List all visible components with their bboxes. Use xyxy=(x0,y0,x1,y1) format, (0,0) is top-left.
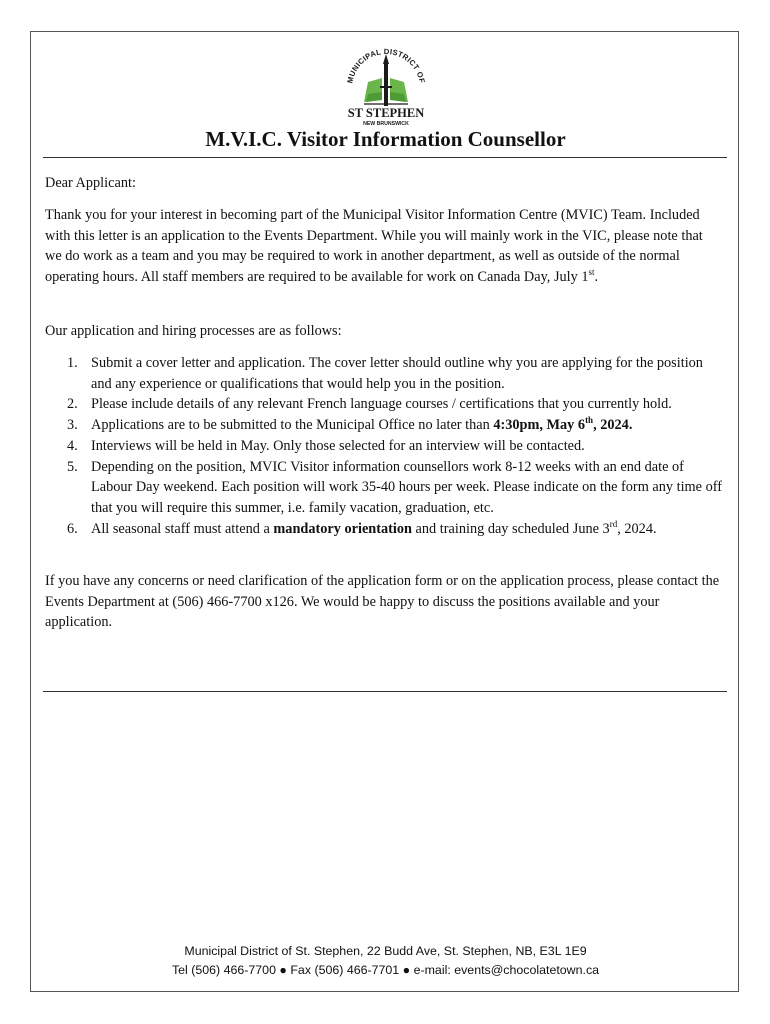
orientation-year: , 2024. xyxy=(617,520,657,537)
process-steps-list xyxy=(45,353,723,539)
intro-paragraph xyxy=(45,205,723,288)
list-item-number: 3. xyxy=(67,417,78,434)
footer-separator: ● xyxy=(279,963,287,977)
list-item xyxy=(45,353,723,394)
logo-emblem xyxy=(364,54,408,106)
list-item-text: Depending on the position, MVIC Visitor information counsellors work 8-12 weeks with an end date of Labour Day weekend. Each position will work 35-40 hours per week. Please indicate on the form any time off that you will require this summer, i.e. family vacation, graduation, etc. xyxy=(91,458,723,516)
list-item-number: 6. xyxy=(67,520,78,537)
footer-tel: Tel (506) 466-7700 xyxy=(171,963,276,977)
body-divider xyxy=(43,691,727,692)
intro-end: . xyxy=(594,269,599,286)
footer-address: Municipal District of St. Stephen, 22 Budd Ave, St. Stephen, NB, E3L 1E9 xyxy=(184,944,587,958)
logo-province: NEW BRUNSWICK xyxy=(363,121,409,127)
list-item-number: 5. xyxy=(67,458,78,475)
orientation-superscript: rd xyxy=(609,518,618,529)
orientation-emphasis: mandatory orientation xyxy=(273,520,412,537)
list-item xyxy=(45,519,723,540)
deadline-text: 4:30pm, May 6 xyxy=(493,417,586,434)
footer-contact xyxy=(31,961,740,980)
list-item-text: All seasonal staff must attend a xyxy=(91,520,274,537)
footer-separator: ● xyxy=(402,963,411,977)
footer-email: e-mail: events@chocolatetown.ca xyxy=(413,963,600,977)
municipal-logo xyxy=(338,42,434,128)
list-item-number: 2. xyxy=(67,396,78,413)
list-item xyxy=(45,415,723,436)
footer-fax: Fax (506) 466-7701 xyxy=(290,963,400,977)
list-item-text: Applications are to be submitted to the Municipal Office no later than xyxy=(91,417,494,434)
deadline-superscript: th xyxy=(585,415,594,426)
logo-arc-text: MUNICIPAL DISTRICT OF xyxy=(345,46,427,85)
salutation: Dear Applicant: xyxy=(45,175,136,191)
list-item-text: Submit a cover letter and application. The cover letter should outline why you are applying for the position and any experience or qualifications that would help you in the position. xyxy=(91,355,703,392)
intro-superscript: st xyxy=(588,267,595,278)
list-item-text: Please include details of any relevant French language courses / certifications that you currently hold. xyxy=(91,396,672,413)
page-title: M.V.I.C. Visitor Information Counsellor xyxy=(205,127,566,151)
closing-paragraph: If you have any concerns or need clarification of the application form or on the application process, please contact the Events Department at (506) 466-7700 x126. We would be happy to discuss the positions available and your application. xyxy=(45,573,720,631)
deadline-emphasis xyxy=(493,417,632,433)
list-item xyxy=(45,436,723,457)
letter-page xyxy=(30,31,739,992)
intro-text: Thank you for your interest in becoming part of the Municipal Visitor Information Centre (MVIC) Team. Included with this letter is an application to the Events Department. While you will mainly work in the VIC, please note that we do work as a team and you may be required to work in another department, as well as outside of the normal operating hours. All staff members are required to be available for work on Canada Day, July 1 xyxy=(45,207,703,286)
list-item-number: 4. xyxy=(67,437,78,454)
list-item xyxy=(45,457,723,519)
list-item-text-cont: and training day scheduled June 3 xyxy=(411,520,610,537)
process-intro: Our application and hiring processes are as follows: xyxy=(45,323,342,339)
logo-name: ST STEPHEN xyxy=(347,106,425,120)
deadline-year: , 2024. xyxy=(593,417,633,434)
list-item xyxy=(45,394,723,415)
list-item-number: 1. xyxy=(67,355,78,371)
list-item-text: Interviews will be held in May. Only those selected for an interview will be contacted. xyxy=(91,437,585,454)
title-divider xyxy=(43,157,727,158)
